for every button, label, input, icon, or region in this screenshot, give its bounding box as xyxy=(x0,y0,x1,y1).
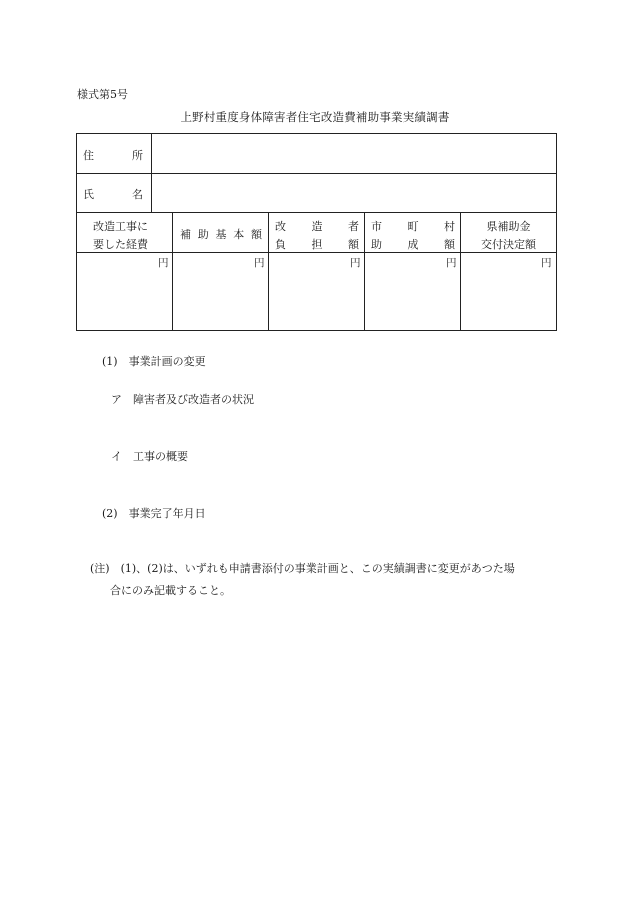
row-divider xyxy=(77,212,556,213)
column-divider xyxy=(268,212,269,330)
document-title: 上野村重度身体障害者住宅改造費補助事業実績調書 xyxy=(180,110,450,124)
label-column-divider xyxy=(151,134,152,212)
village-grant-cell[interactable] xyxy=(366,253,459,329)
record-table xyxy=(76,133,557,331)
construction-cost-cell[interactable] xyxy=(78,253,171,329)
yen-unit: 円 xyxy=(254,257,265,269)
item-work-summary: イ 工事の概要 xyxy=(111,450,188,463)
item-condition: ア 障害者及び改造者の状況 xyxy=(111,393,254,406)
yen-unit: 円 xyxy=(350,257,361,269)
header-village-grant: 市 町 村 助 成 額 xyxy=(371,220,455,251)
address-value-cell[interactable] xyxy=(153,135,553,172)
header-owner-burden: 改 造 者 負 担 額 xyxy=(275,220,359,251)
owner-burden-cell[interactable] xyxy=(270,253,363,329)
form-number: 様式第5号 xyxy=(77,88,128,101)
footnote: (注) (1)、(2)は、いずれも申請書添付の事業計画と、この実績調書に変更があつた場 合にのみ記載すること。 xyxy=(90,562,515,597)
subsidy-base-cell[interactable] xyxy=(174,253,267,329)
column-divider xyxy=(364,212,365,330)
yen-unit: 円 xyxy=(158,257,169,269)
address-label: 住 所 xyxy=(83,149,143,162)
yen-unit: 円 xyxy=(541,257,552,269)
item-completion-date: (2) 事業完了年月日 xyxy=(102,507,206,520)
column-divider xyxy=(172,212,173,330)
header-subsidy-base: 補 助 基 本 額 xyxy=(180,228,262,241)
header-construction-cost: 改造工事に 要した経費 xyxy=(93,220,148,251)
item-plan-change: (1) 事業計画の変更 xyxy=(102,355,206,368)
name-value-cell[interactable] xyxy=(153,174,553,211)
yen-unit: 円 xyxy=(446,257,457,269)
header-prefecture-decision: 県補助金 交付決定額 xyxy=(481,220,536,251)
prefecture-decision-cell[interactable] xyxy=(462,253,555,329)
name-label: 氏 名 xyxy=(83,188,143,201)
